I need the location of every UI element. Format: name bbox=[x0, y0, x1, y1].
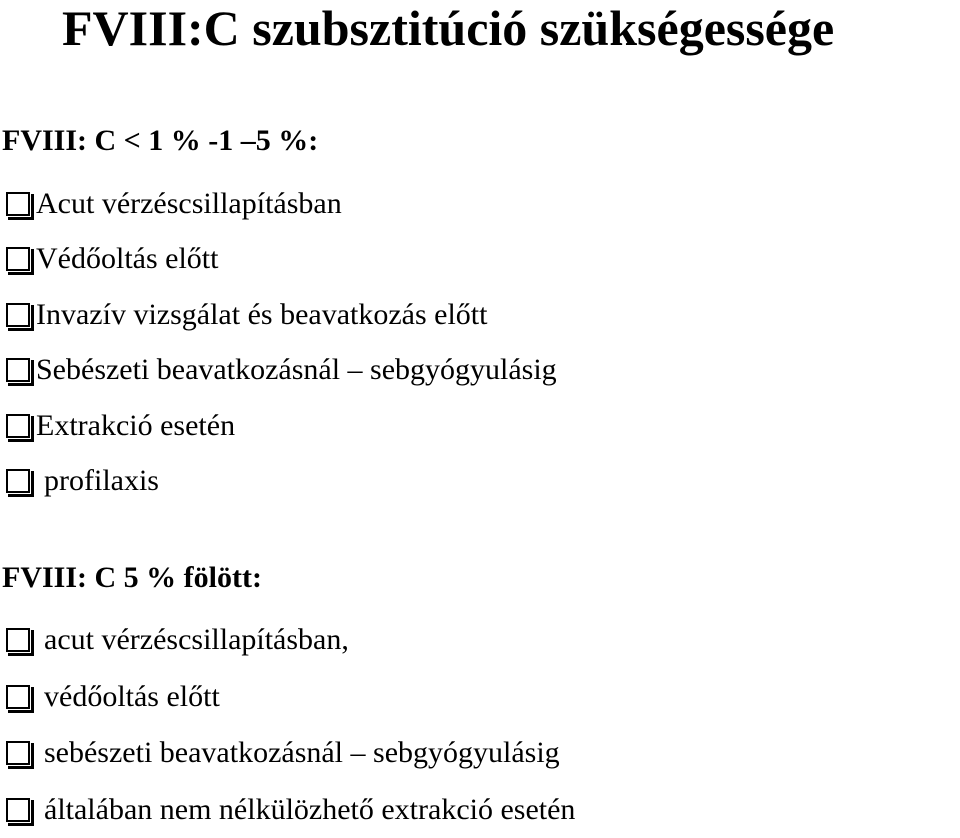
checkbox-bullet-icon bbox=[6, 303, 30, 327]
list-item bbox=[0, 398, 557, 454]
checkbox-bullet-icon bbox=[6, 685, 30, 709]
list-item bbox=[0, 669, 575, 726]
checkbox-bullet-icon bbox=[6, 628, 30, 652]
list-item bbox=[0, 725, 575, 782]
checkbox-bullet-icon bbox=[6, 414, 30, 438]
list-item bbox=[0, 612, 575, 669]
list-item-text: acut vérzéscsillapításban, bbox=[44, 623, 349, 657]
checkbox-bullet-icon bbox=[6, 192, 30, 216]
list-item-text: Extrakció esetén bbox=[36, 409, 235, 443]
list-item-text: Acut vérzéscsillapításban bbox=[36, 187, 342, 221]
checkbox-bullet-icon bbox=[6, 358, 30, 382]
list-item-text: általában nem nélkülözhető extrakció esetén bbox=[44, 793, 575, 827]
list-item bbox=[0, 232, 557, 288]
list-item bbox=[0, 782, 575, 838]
list-item bbox=[0, 343, 557, 399]
indication-list-above-5-percent bbox=[0, 612, 575, 838]
list-item-text: sebészeti beavatkozásnál – sebgyógyulásig bbox=[44, 736, 560, 770]
list-item bbox=[0, 176, 557, 232]
checkbox-bullet-icon bbox=[6, 741, 30, 765]
list-item-text: Védőoltás előtt bbox=[36, 242, 218, 276]
list-item-text: Sebészeti beavatkozásnál – sebgyógyulásig bbox=[36, 353, 557, 387]
list-item-text: Invazív vizsgálat és beavatkozás előtt bbox=[36, 298, 487, 332]
page-title: FVIII:C szubsztitúció szükségessége bbox=[62, 0, 834, 56]
list-item-text: profilaxis bbox=[44, 464, 159, 498]
checkbox-bullet-icon bbox=[6, 798, 30, 822]
checkbox-bullet-icon bbox=[6, 247, 30, 271]
section-heading-above-5-percent: FVIII: C 5 % fölött: bbox=[2, 561, 262, 595]
list-item-text: védőoltás előtt bbox=[44, 680, 220, 714]
list-item bbox=[0, 287, 557, 343]
indication-list-low-level bbox=[0, 176, 557, 509]
checkbox-bullet-icon bbox=[6, 469, 30, 493]
section-heading-low-level: FVIII: C < 1 % -1 –5 %: bbox=[2, 124, 318, 158]
list-item bbox=[0, 454, 557, 510]
